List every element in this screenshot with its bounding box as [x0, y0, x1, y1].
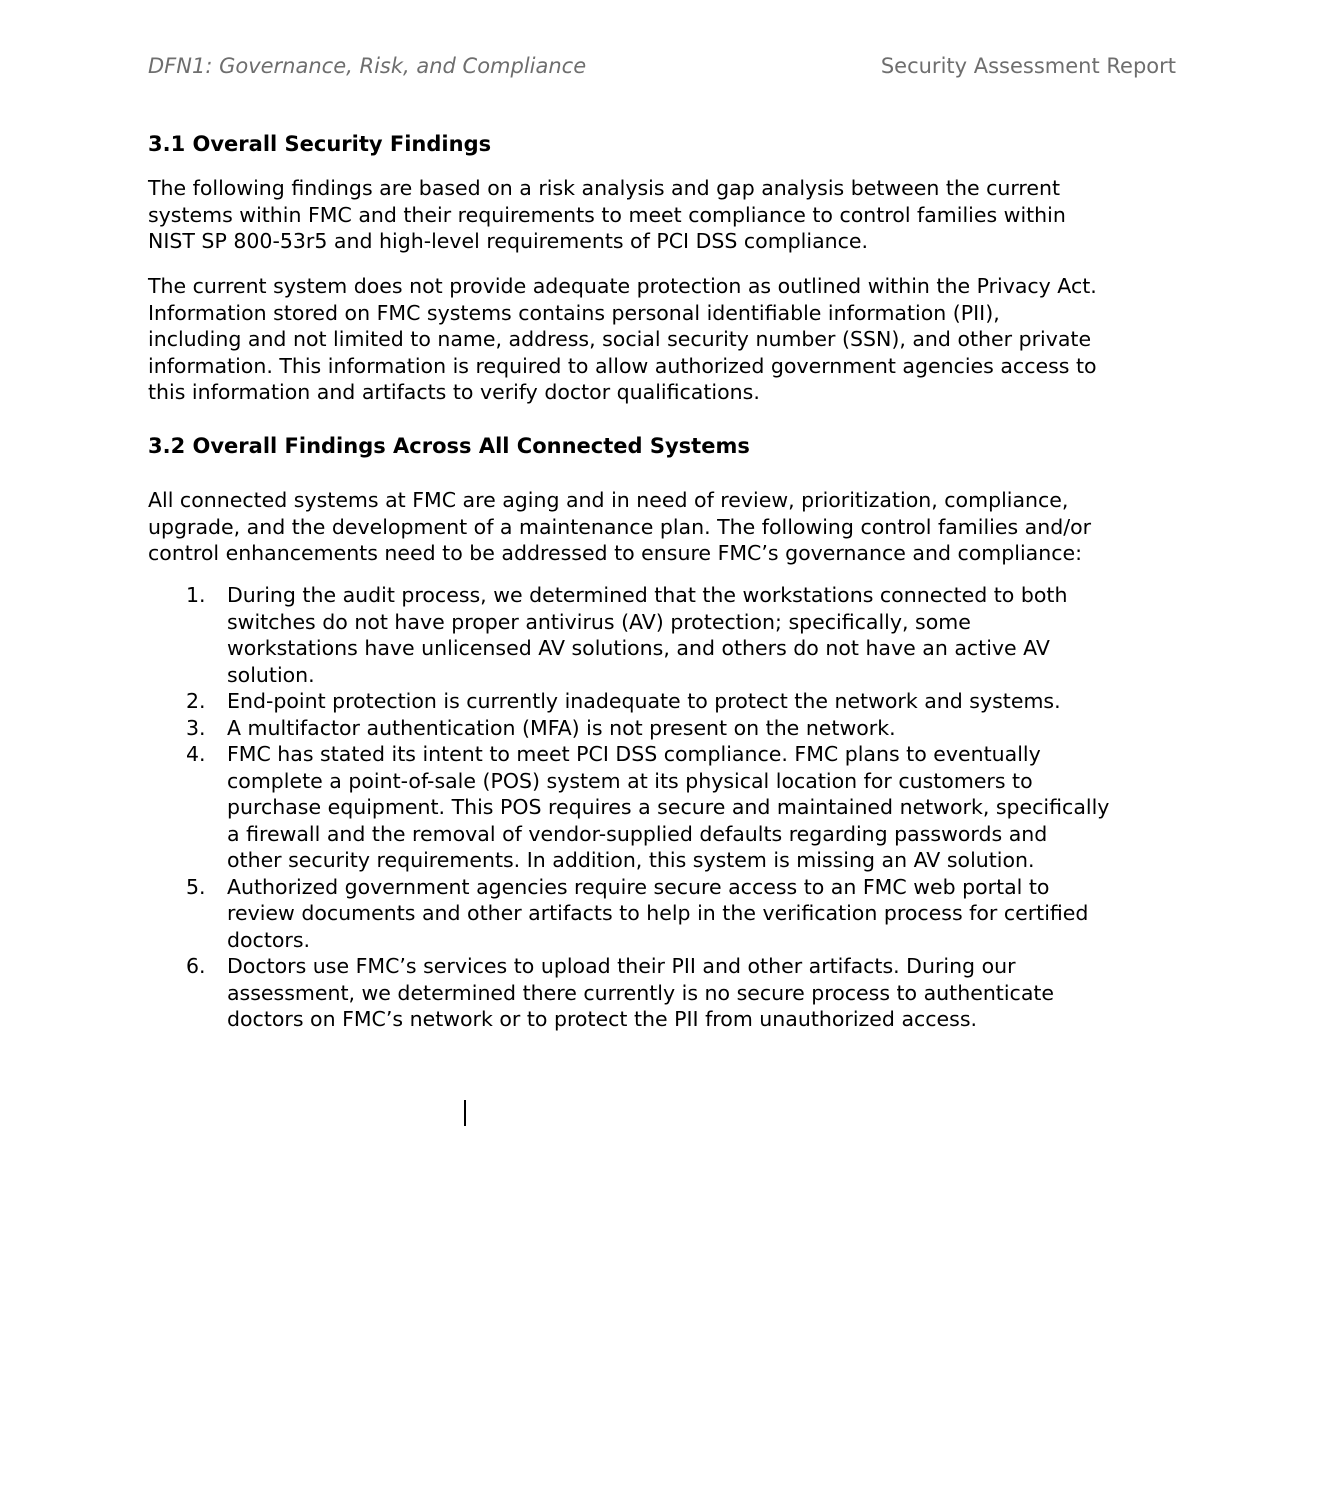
text-line: Information stored on FMC systems contains personal identifiable information (PII), — [148, 300, 1000, 325]
text-line: purchase equipment. This POS requires a secure and maintained network, specifically — [227, 795, 1110, 819]
list-number: 2. — [186, 689, 206, 713]
list-number: 1. — [186, 583, 206, 607]
text-line: During the audit process, we determined that the workstations connected to both — [227, 583, 1068, 607]
text-line: solution. — [227, 662, 315, 687]
page-header — [148, 52, 1176, 82]
list-number: 4. — [186, 742, 206, 766]
text-line: FMC has stated its intent to meet PCI DSS compliance. FMC plans to eventually — [227, 742, 1041, 766]
header-report-title: Security Assessment Report — [880, 54, 1176, 78]
text-line: assessment, we determined there currently is no secure process to authenticate — [227, 980, 1055, 1005]
text-line: a firewall and the removal of vendor-supplied defaults regarding passwords and — [227, 821, 1048, 846]
text-line: this information and artifacts to verify doctor qualifications. — [148, 380, 760, 404]
text-line: switches do not have proper antivirus (AV) protection; specifically, some — [227, 609, 971, 634]
text-line: All connected systems at FMC are aging and in need of review, prioritization, compliance, — [148, 488, 1069, 512]
text-line: workstations have unlicensed AV solutions, and others do not have an active AV — [227, 636, 1050, 660]
text-line: The following findings are based on a risk analysis and gap analysis between the current — [148, 176, 1061, 200]
section-3-2-heading: 3.2 Overall Findings Across All Connected Systems — [148, 434, 750, 458]
list-number: 3. — [186, 715, 206, 740]
text-line: Doctors use FMC’s services to upload their PII and other artifacts. During our — [227, 954, 1016, 978]
text-line: A multifactor authentication (MFA) is not present on the network. — [227, 715, 896, 740]
list-item — [148, 715, 1188, 742]
header-course-title: DFN1: Governance, Risk, and Compliance — [148, 54, 587, 78]
text-cursor[interactable] — [464, 1100, 466, 1126]
section-3-1-paragraph-2 — [148, 273, 1188, 406]
section-3-2-intro — [148, 487, 1188, 567]
list-number: 6. — [186, 954, 206, 978]
text-line: Authorized government agencies require secure access to an FMC web portal to — [227, 874, 1050, 899]
text-line: End-point protection is currently inadequate to protect the network and systems. — [227, 689, 1061, 713]
text-line: information. This information is required to allow authorized government agencies access to — [148, 353, 1097, 378]
text-line: The current system does not provide adequate protection as outlined within the Privacy Act. — [148, 274, 1097, 298]
list-item — [148, 741, 1188, 874]
text-line: NIST SP 800-53r5 and high-level requirements of PCI DSS compliance. — [148, 229, 869, 253]
list-item — [148, 582, 1188, 688]
list-item — [148, 953, 1188, 1033]
list-number: 5. — [186, 874, 206, 899]
text-line: review documents and other artifacts to help in the verification process for certified — [227, 901, 1089, 925]
section-3-1-heading: 3.1 Overall Security Findings — [148, 132, 492, 156]
text-line: complete a point-of-sale (POS) system at its physical location for customers to — [227, 768, 1033, 793]
text-line: other security requirements. In addition, this system is missing an AV solution. — [227, 848, 1035, 872]
list-item — [148, 874, 1188, 954]
findings-list — [148, 582, 1188, 1033]
list-item — [148, 688, 1188, 715]
text-line: upgrade, and the development of a maintenance plan. The following control families and/or — [148, 514, 1092, 539]
text-line: doctors on FMC’s network or to protect the PII from unauthorized access. — [227, 1007, 978, 1031]
text-line: including and not limited to name, address, social security number (SSN), and other private — [148, 327, 1092, 351]
text-line: doctors. — [227, 927, 311, 952]
section-3-1-paragraph-1 — [148, 175, 1188, 255]
text-line: systems within FMC and their requirements to meet compliance to control families within — [148, 202, 1066, 227]
text-line: control enhancements need to be addressed to ensure FMC’s governance and compliance: — [148, 541, 1083, 565]
